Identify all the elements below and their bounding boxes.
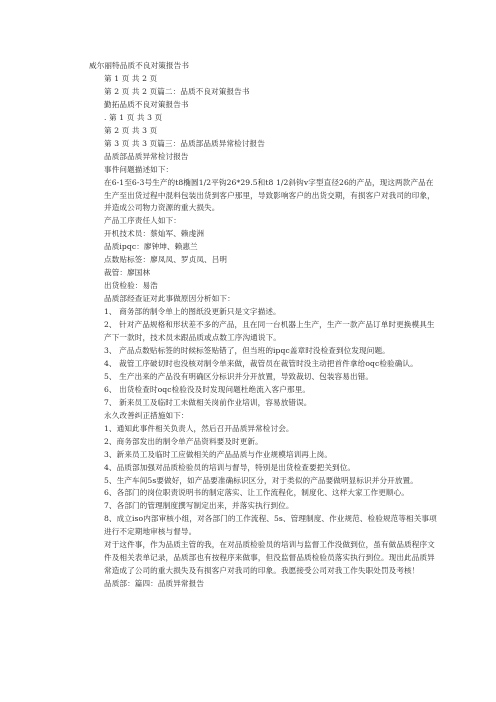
text-line: 勤拓品质不良对策报告书 bbox=[104, 99, 189, 109]
list-item: 3、新来员工及临时工应做相关的产品品质与作业规模培训再上岗。 bbox=[104, 449, 333, 459]
text-line: 点数贴标签：廖凤凤、罗贞凤、吕明 bbox=[104, 255, 228, 265]
list-item: 2、商务部发出的制令单产品资料要及时更新。 bbox=[104, 436, 263, 446]
text-line: 第 3 页 共 3 页篇三：品质部品质异常检讨报告 bbox=[104, 138, 265, 148]
text-line: 裁管：廖国林 bbox=[104, 268, 151, 278]
text-line: 第 2 页 共 3 页 bbox=[104, 125, 158, 135]
text-line: 品质部经查证对此事做原因分析如下： bbox=[104, 294, 235, 304]
text-line: 品质部：篇四：品质异常报告 bbox=[104, 579, 205, 589]
text-line: 品质ipqc：廖钟坤、赖惠兰 bbox=[104, 242, 198, 252]
list-item: 4、品质部加强对品质检验员的培训与督导，特别是出货检查要把关到位。 bbox=[104, 462, 356, 472]
list-item: 6、 出货检查时oqc检验没及时发现问题杜绝流入客户那里。 bbox=[104, 384, 311, 394]
list-item: 8、成立iso内部审核小组，对各部门的工作流程、5s、管理制度、作业规范、检验规范等相关事项进行不定期地审核与督导。 bbox=[104, 514, 437, 537]
list-item: 7、各部门的管理制度撰写制定出来，并落实执行到位。 bbox=[104, 501, 294, 511]
paragraph: 在6-1至6-3号生产的t8椭圆1/2平钩26*29.5和t8 1/2斜钩v字型直径26的产品，现这两款产品在生产至出货过程中混料包装出货到客户那里，导致影响客户的出货交期，有损客户对我司的印象，并造成公司物力资源的重大损失。 bbox=[104, 177, 435, 213]
list-item: 6、各部门的岗位职责说明书的制定落实、让工作流程化，制度化、这样大家工作更顺心。 bbox=[104, 488, 409, 498]
list-item: 4、 裁管工序破切时也没核对制令单来做，裁管员在裁管时没主动把首件拿给oqc检验确认。 bbox=[104, 358, 418, 368]
paragraph: 对于这件事，作为品质主管的我，在对品质检验员的培训与监督工作没做到位，虽有做品质程序文件及相关表单记录，品质部也有按程序来做事，但没监督品质检验员落实执行到位。现出此品质异常造成了公司的重大损失及有损客户对我司的印象。我愿接受公司对我工作失职处罚及考核！ bbox=[104, 540, 435, 576]
list-item: 7、 新来员工及临时工未做相关岗前作业培训，容易放错误。 bbox=[104, 397, 312, 407]
text-line: 第 2 页 共 2 页篇二：品质不良对策报告书 bbox=[104, 86, 250, 96]
text-line: 第 1 页 共 2 页 bbox=[104, 73, 158, 83]
section-heading: 品质部品质异常检讨报告 bbox=[104, 151, 189, 161]
text-line: . 第 1 页 共 3 页 bbox=[104, 112, 163, 122]
list-item: 5、生产车间5s要做好，如产品要准确标识区分，对于类似的产品要做明显标识并分开放置。 bbox=[104, 475, 418, 485]
text-line: 产品工序责任人如下： bbox=[104, 216, 181, 226]
list-item: 2、 针对产品规格和形状差不多的产品，且在同一台机器上生产，生产一款产品订单时更换模具生产下一款时，技术员未跟品质或点数工序沟通说下。 bbox=[104, 320, 435, 343]
list-item: 1、通知此事件相关负责人，然后召开品质异常检讨会。 bbox=[104, 423, 294, 433]
text-line: 开机技术员：蔡灿军、赖虔洲 bbox=[104, 229, 205, 239]
list-item: 3、 产品点数贴标签的时候标签贴错了，但当班的ipqc盖章时没检查到位发现问题。 bbox=[104, 345, 390, 355]
document-page bbox=[89, 60, 437, 591]
list-item: 5、 生产出来的产品没有明确区分标识并分开放置，导致裁切、包装容易出错。 bbox=[104, 371, 374, 381]
list-item: 1、 商务部的制令单上的图纸没更新只是文字描述。 bbox=[104, 307, 281, 317]
text-line: 永久改善纠正措施如下： bbox=[104, 410, 189, 420]
text-line: 事件问题描述如下： bbox=[104, 164, 174, 174]
text-line: 出货检验：易浩 bbox=[104, 281, 158, 291]
doc-title: 威尔丽特品质不良对策报告书 bbox=[89, 61, 190, 70]
